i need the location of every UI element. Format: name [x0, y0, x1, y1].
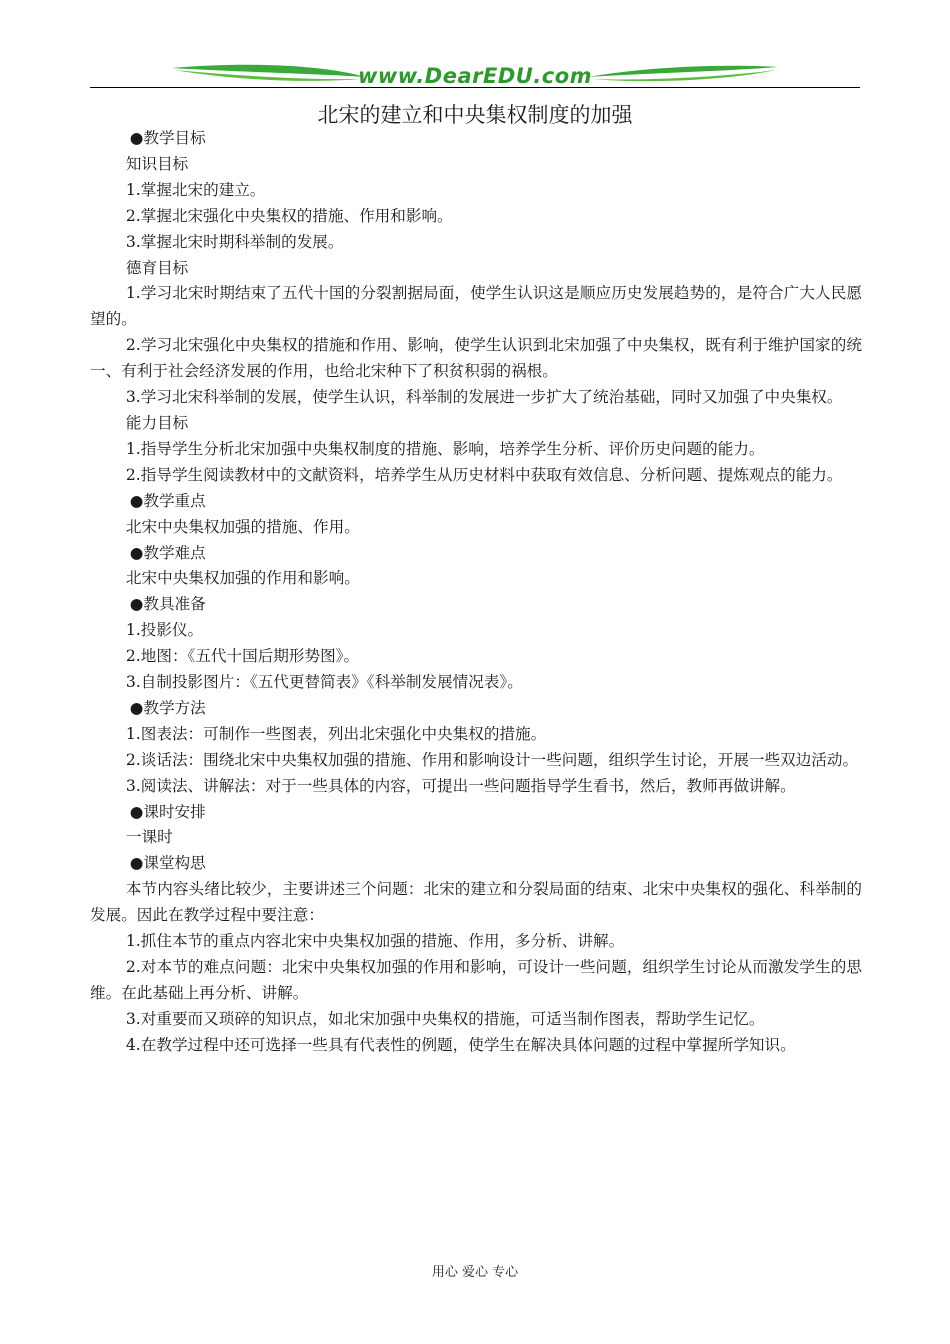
paragraph: 3.对重要而又琐碎的知识点，如北宋加强中央集权的措施，可适当制作图表，帮助学生记忆。 [125, 1009, 765, 1028]
site-header [90, 56, 860, 96]
section-heading: ●教具准备 [129, 595, 206, 614]
document-body [90, 126, 862, 1059]
section-heading: ●教学方法 [129, 698, 206, 717]
paragraph: 2.谈话法：围绕北宋中央集权加强的措施、作用和影响设计一些问题，组织学生讨论，开展一些双边活动。 [125, 750, 859, 769]
paragraph: 1.学习北宋时期结束了五代十国的分裂割据局面，使学生认识这是顺应历史发展趋势的，是符合广大人民愿望的。 [90, 284, 862, 329]
paragraph: 1.指导学生分析北宋加强中央集权制度的措施、影响，培养学生分析、评价历史问题的能力。 [125, 439, 765, 458]
page-title: 北宋的建立和中央集权制度的加强 [317, 103, 633, 127]
section-heading: ●课堂构思 [129, 854, 206, 873]
logo-text[interactable]: www.DearEDU.com [357, 64, 593, 88]
paragraph: 1.图表法：可制作一些图表，列出北宋强化中央集权的措施。 [125, 724, 547, 743]
page-footer: 用心 爱心 专心 [431, 1265, 519, 1280]
section-heading: ●课时安排 [129, 802, 206, 821]
paragraph: 3.自制投影图片：《五代更替简表》《科举制发展情况表》。 [125, 673, 523, 692]
paragraph: 2.学习北宋强化中央集权的措施和作用、影响，使学生认识到北宋加强了中央集权，既有利于维护国家的统一、有利于社会经济发展的作用，也给北宋种下了积贫积弱的祸根。 [90, 336, 862, 381]
paragraph: 德育目标 [125, 258, 189, 277]
paragraph: 2.指导学生阅读教材中的文献资料，培养学生从历史材料中获取有效信息、分析问题、提炼观点的能力。 [125, 465, 843, 484]
paragraph: 1.掌握北宋的建立。 [125, 180, 266, 199]
paragraph: 本节内容头绪比较少，主要讲述三个问题：北宋的建立和分裂局面的结束、北宋中央集权的强化、科举制的发展。因此在教学过程中要注意： [90, 880, 862, 925]
header-divider [90, 87, 860, 88]
paragraph: 1.抓住本节的重点内容北宋中央集权加强的措施、作用，多分析、讲解。 [125, 932, 625, 951]
paragraph: 2.掌握北宋强化中央集权的措施、作用和影响。 [125, 206, 453, 225]
paragraph: 北宋中央集权加强的措施、作用。 [125, 517, 360, 536]
paragraph: 能力目标 [125, 413, 189, 432]
section-heading: ●教学难点 [129, 543, 206, 562]
section-heading: ●教学目标 [129, 129, 206, 147]
paragraph: 3.阅读法、讲解法：对于一些具体的内容，可提出一些问题指导学生看书，然后，教师再做讲解。 [125, 776, 796, 795]
paragraph: 2.地图：《五代十国后期形势图》。 [125, 647, 360, 666]
paragraph: 3.掌握北宋时期科举制的发展。 [125, 232, 344, 251]
paragraph: 一课时 [125, 828, 173, 847]
paragraph: 2.对本节的难点问题：北宋中央集权加强的作用和影响，可设计一些问题，组织学生讨论从而激发学生的思维。在此基础上再分析、讲解。 [90, 958, 862, 1002]
paragraph: 知识目标 [125, 154, 189, 173]
paragraph: 3.学习北宋科举制的发展，使学生认识，科举制的发展进一步扩大了统治基础，同时又加强了中央集权。 [125, 388, 843, 407]
paragraph: 4.在教学过程中还可选择一些具有代表性的例题，使学生在解决具体问题的过程中掌握所学知识。 [125, 1035, 796, 1054]
paragraph: 1.投影仪。 [125, 621, 204, 640]
section-heading: ●教学重点 [129, 491, 206, 510]
paragraph: 北宋中央集权加强的作用和影响。 [125, 569, 360, 588]
